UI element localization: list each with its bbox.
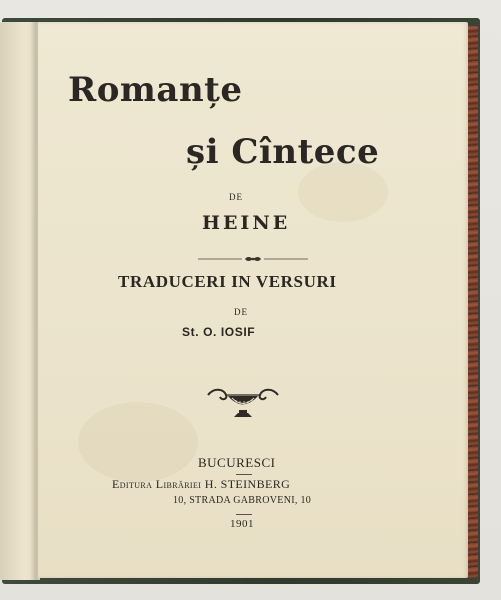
short-rule (236, 474, 252, 475)
subtitle: TRADUCERI IN VERSURI (118, 272, 337, 291)
title-page (38, 22, 468, 578)
by-label-translator: DE (234, 307, 248, 317)
publisher-line (112, 477, 290, 492)
title-line-2: și Cîntece (186, 132, 380, 172)
publisher-prefix: Editura Librăriei (112, 477, 202, 491)
decorative-rule-icon (198, 254, 308, 264)
paper-stain (78, 402, 198, 482)
publication-city: BUCURESCI (198, 455, 276, 470)
translator-name: St. O. IOSIF (182, 325, 256, 339)
by-label: DE (229, 192, 243, 202)
publication-year: 1901 (230, 518, 254, 530)
publisher-address: 10, STRADA GABROVENI, 10 (173, 495, 312, 506)
ornamental-vase-icon (206, 383, 280, 421)
short-rule (236, 514, 252, 515)
publisher-name: H. STEINBERG (204, 477, 291, 491)
author-name: HEINE (202, 212, 291, 234)
title-line-1: Romanțe (68, 70, 243, 110)
